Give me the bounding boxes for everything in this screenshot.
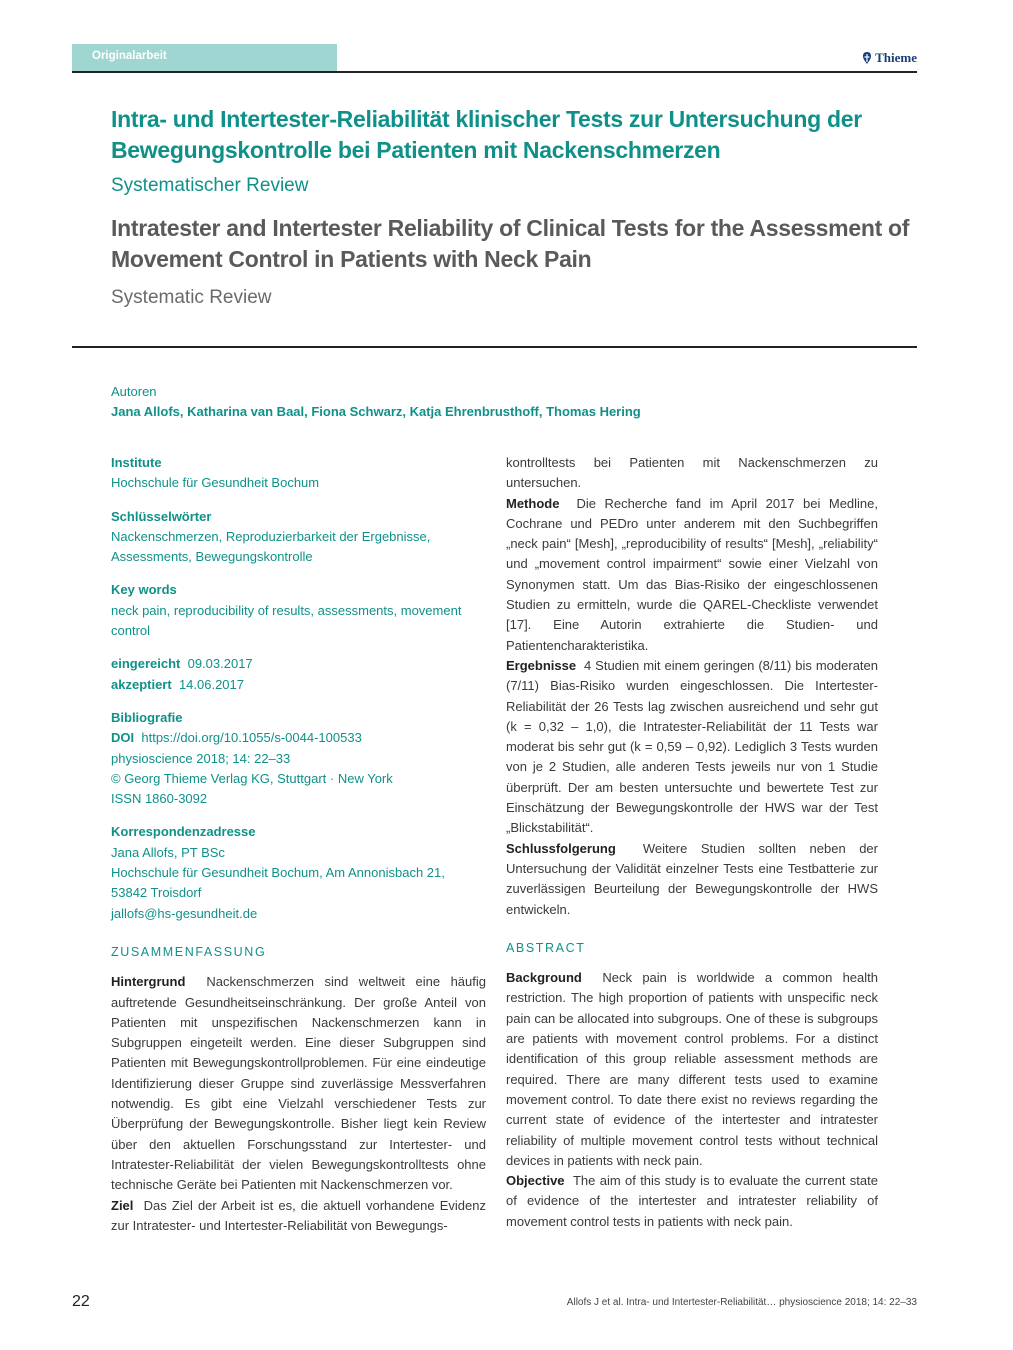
hintergrund-text: Nackenschmerzen sind weltweit eine häufig auftretende Gesundheitseinschränkung. Der große Anteil von Patienten mit unspezifischen Nackenschmerzen kann in Subgruppen eingeteilt werden. Eine dieser Subgruppen sind Patienten mit Bewegungskontrollproblemen. Für eine eindeutige Identifizierung dieser Gruppe sind zuverlässige Messverfahren notwendig. Es gibt eine Vielzahl verschiedener Tests zur Überprüfung der Bewegungskontrolle. Bisher liegt kein Review über den aktuellen Forschungsstand zur Intertester- und Intratester-Reliabilität der vielen Bewegungskontrolltests ohne technische Geräte bei Patienten mit Nackenschmerzen vor. [111, 974, 486, 1193]
schluss-label: Schlussfolgerung [506, 840, 616, 856]
bibliography-group [111, 708, 486, 809]
header-rule [72, 71, 917, 73]
submitted-label: eingereicht [111, 656, 181, 672]
submitted-line [111, 654, 486, 674]
accepted-label: akzeptiert [111, 676, 172, 692]
methode-text: Die Recherche fand im April 2017 bei Medline, Cochrane und PEDro unter anderem mit den Suchbegriffen „neck pain“ [Mesh], „reproducibility of results“ [Mesh], „reliability“ und „movement control impairment“ sowie einer Vielzahl von Synonymen statt. Um das Bias-Risiko der eingeschlossenen Studien zu ermitteln, wurde die QAREL-Checkliste verwendet [17]. Eine Autorin extrahierte die Studien- und Patientencharakteristika. [506, 495, 878, 653]
schluss-paragraph [506, 839, 878, 920]
doi-line [111, 728, 486, 748]
submitted-date: 09.03.2017 [187, 656, 253, 672]
correspondence-name: Jana Allofs, PT BSc [111, 844, 225, 860]
correspondence-group [111, 822, 486, 923]
keywords-de-label: Schlüsselwörter [111, 508, 212, 524]
institute-value: Hochschule für Gesundheit Bochum [111, 475, 320, 491]
schluss-text: Weitere Studien sollten neben der Untersuchung der Validität einzelner Tests eine Testbatterie zur zuverlässigen Beurteilung der Bewegungskontrolle der HWS entwickeln. [506, 840, 878, 917]
objective-text: The aim of this study is to evaluate the current state of evidence of the intertester and intratester reliability of movement control tests in patients with neck pain. [506, 1173, 878, 1229]
methode-paragraph [506, 494, 878, 656]
background-text: Neck pain is worldwide a common health restriction. The high proportion of patients with unspecific neck pain can be allocated into subgroups. One of these is subgroups are patients with movement control problems. For a distinct identification of this group reliable assessment methods are required. There are many different tests used to examine movement control. To date there exist no reviews regarding the current state of evidence of the intertester and intratester reliability of multiple movement control tests without technical devices in patients with neck pain. [506, 970, 878, 1168]
right-column [506, 453, 878, 1232]
ziel-text: Das Ziel der Arbeit ist es, die aktuell vorhandene Evidenz zur Intratester- und Intertester-Reliabilität von Bewegungs- [111, 1197, 486, 1233]
keywords-de-group [111, 507, 486, 568]
keywords-de-value: Nackenschmerzen, Reproduzierbarkeit der Ergebnisse, Assessments, Bewegungskontrolle [111, 528, 431, 565]
correspondence-address-1: Hochschule für Gesundheit Bochum, Am Annonisbach 21, [111, 865, 445, 881]
issn: ISSN 1860-3092 [111, 791, 208, 807]
title-english: Intratester and Intertester Reliability of Clinical Tests for the Assessment of Movement Control in Patients with Neck Pain [111, 215, 910, 272]
keywords-en-value: neck pain, reproducibility of results, assessments, movement control [111, 602, 462, 639]
institute-group [111, 453, 486, 494]
objective-paragraph [506, 1171, 878, 1232]
ziel-label: Ziel [111, 1197, 134, 1213]
methode-label: Methode [506, 495, 560, 511]
title-german: Intra- und Intertester-Reliabilität klinischer Tests zur Untersuchung der Bewegungskontrolle bei Patienten mit Nackenschmerzen [111, 106, 862, 163]
authors-block [111, 382, 911, 422]
hintergrund-label: Hintergrund [111, 974, 186, 990]
correspondence-email[interactable]: jallofs@hs-gesundheit.de [111, 905, 258, 921]
title-rule [72, 346, 917, 348]
authors-names: Jana Allofs, Katharina van Baal, Fiona Schwarz, Katja Ehrenbrusthoff, Thomas Hering [111, 404, 641, 419]
journal-ref: physioscience 2018; 14: 22–33 [111, 750, 291, 766]
institute-label: Institute [111, 455, 162, 470]
correspondence-label: Korrespondenzadresse [111, 824, 256, 840]
doi-label: DOI [111, 730, 135, 746]
subtitle-german: Systematischer Review [111, 175, 309, 196]
background-paragraph [506, 968, 878, 1171]
accepted-line [111, 675, 486, 695]
ergebnisse-label: Ergebnisse [506, 657, 577, 673]
publisher-name: Thieme [875, 50, 917, 65]
objective-label: Objective [506, 1173, 565, 1189]
ergebnisse-paragraph [506, 656, 878, 839]
abstract-heading: ABSTRACT [506, 940, 586, 955]
zusammenfassung-heading: ZUSAMMENFASSUNG [111, 944, 267, 959]
accepted-date: 14.06.2017 [178, 676, 245, 692]
authors-label: Autoren [111, 384, 157, 399]
ergebnisse-text: 4 Studien mit einem geringen (8/11) bis moderaten (7/11) Bias-Risiko wurden eingeschlossen. Die Intertester-Reliabilität der 26 Tests lag zwischen ausreichend und sehr gut (k = 0,32 – 1,0), die Intratester-Reliabilität der 11 Tests war moderat bis sehr gut (k = 0,59 – 0,92). Lediglich 3 Tests wurden von je 2 Studien, alle anderen Tests jeweils nur von 1 Studie überprüft. Der am besten untersuchte und bewertete Test zur Einschätzung der Bewegungskontrolle der HWS war der Test „Blickstabilität“. [506, 657, 878, 836]
keywords-en-group [111, 580, 486, 641]
ziel-paragraph [111, 1196, 486, 1237]
correspondence-address-2: 53842 Troisdorf [111, 885, 202, 901]
copyright: © Georg Thieme Verlag KG, Stuttgart · New York [111, 770, 393, 786]
footer-citation: Allofs J et al. Intra- und Intertester-Reliabilität… physioscience 2018; 14: 22–33 [566, 1297, 917, 1308]
article-type-tag: Originalarbeit [72, 44, 337, 71]
hintergrund-paragraph [111, 972, 486, 1195]
doi-link[interactable]: https://doi.org/10.1055/s-0044-100533 [141, 730, 362, 746]
background-label: Background [506, 970, 582, 986]
keywords-en-label: Key words [111, 582, 177, 598]
ziel-continuation: kontrolltests bei Patienten mit Nackenschmerzen zu untersuchen. [506, 455, 878, 491]
subtitle-english: Systematic Review [111, 287, 272, 308]
page-number: 22 [72, 1293, 90, 1310]
bibliography-label: Bibliografie [111, 709, 183, 725]
dates-group [111, 654, 486, 695]
left-column [111, 453, 486, 1236]
publisher-logo [861, 50, 917, 66]
thieme-emblem-icon [861, 51, 873, 65]
